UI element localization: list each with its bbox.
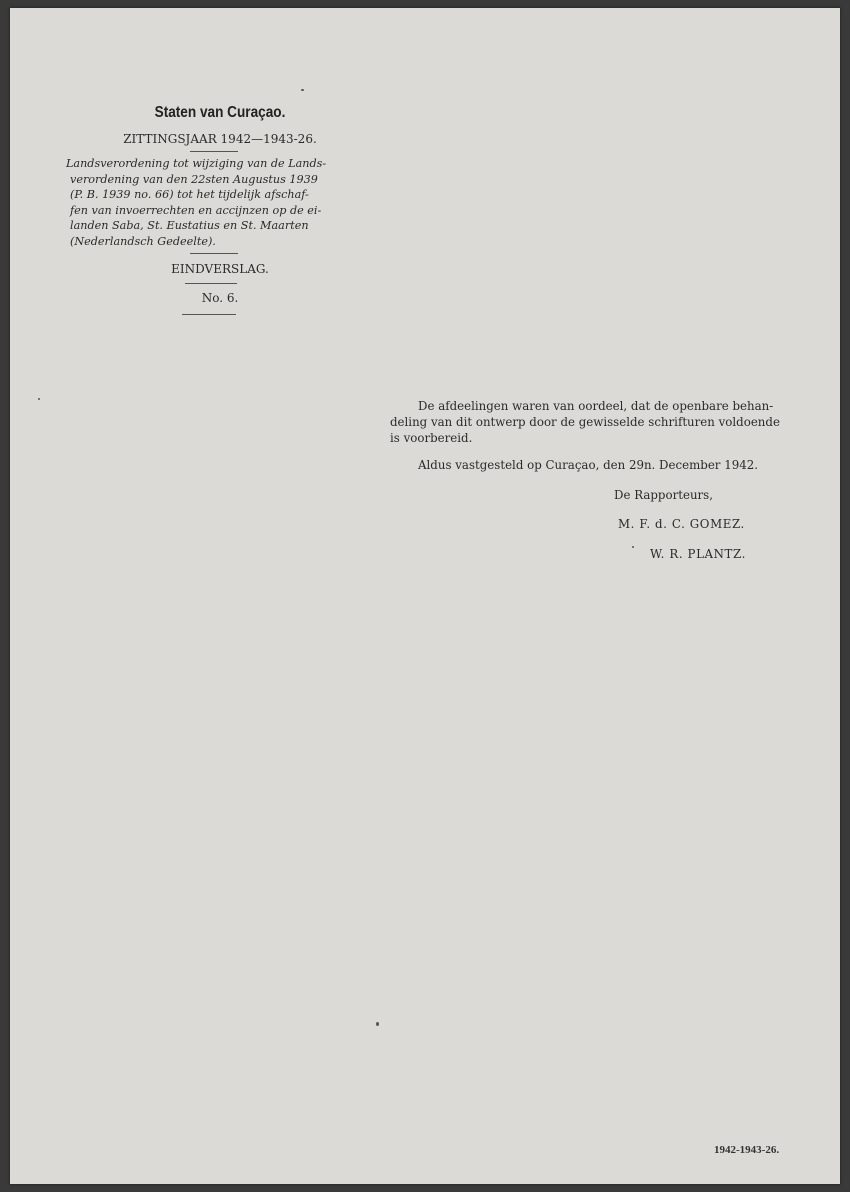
paragraph-line: deling van dit ontwerp door de gewisselde schrifturen voldoende [390, 415, 780, 429]
subject-line: Landsverordening tot wijziging van de Lands- [66, 157, 327, 170]
subject-line: fen van invoerrechten en accijnzen op de ei- [70, 203, 322, 217]
document-page [10, 8, 840, 1184]
divider [185, 283, 237, 284]
divider [190, 253, 238, 254]
subject-line: (Nederlandsch Gedeelte). [70, 234, 216, 248]
paper-speck [632, 546, 634, 548]
paper-speck [376, 1022, 379, 1026]
subject-text [66, 156, 366, 250]
paper-speck [301, 89, 304, 91]
subject-line: verordening van den 22sten Augustus 1939 [70, 172, 318, 186]
subject-line: (P. B. 1939 no. 66) tot het tijdelijk afschaf- [70, 188, 309, 202]
rapporteur-signature: M. F. d. C. GOMEZ. [618, 517, 745, 531]
subject-line: landen Saba, St. Eustatius en St. Maarten [70, 219, 309, 233]
document-code: 1942-1943-26. [714, 1144, 780, 1156]
divider [182, 314, 236, 315]
rapporteurs-label: De Rapporteurs, [614, 488, 713, 502]
rapporteur-signature: W. R. PLANTZ. [650, 547, 746, 561]
divider [190, 151, 238, 152]
paragraph-line: is voorbereid. [390, 431, 473, 445]
report-type: EINDVERSLAG. [171, 262, 269, 276]
paper-speck [38, 398, 40, 400]
report-number: No. 6. [201, 291, 239, 305]
document-title: Staten van Curaçao. [154, 104, 286, 121]
session-year: ZITTINGSJAAR 1942—1943-26. [123, 132, 317, 146]
paragraph-line: De afdeelingen waren van oordeel, dat de openbare behan- [418, 399, 774, 413]
body-paragraph [390, 398, 788, 446]
adoption-statement: Aldus vastgesteld op Curaçao, den 29n. December 1942. [418, 458, 758, 472]
